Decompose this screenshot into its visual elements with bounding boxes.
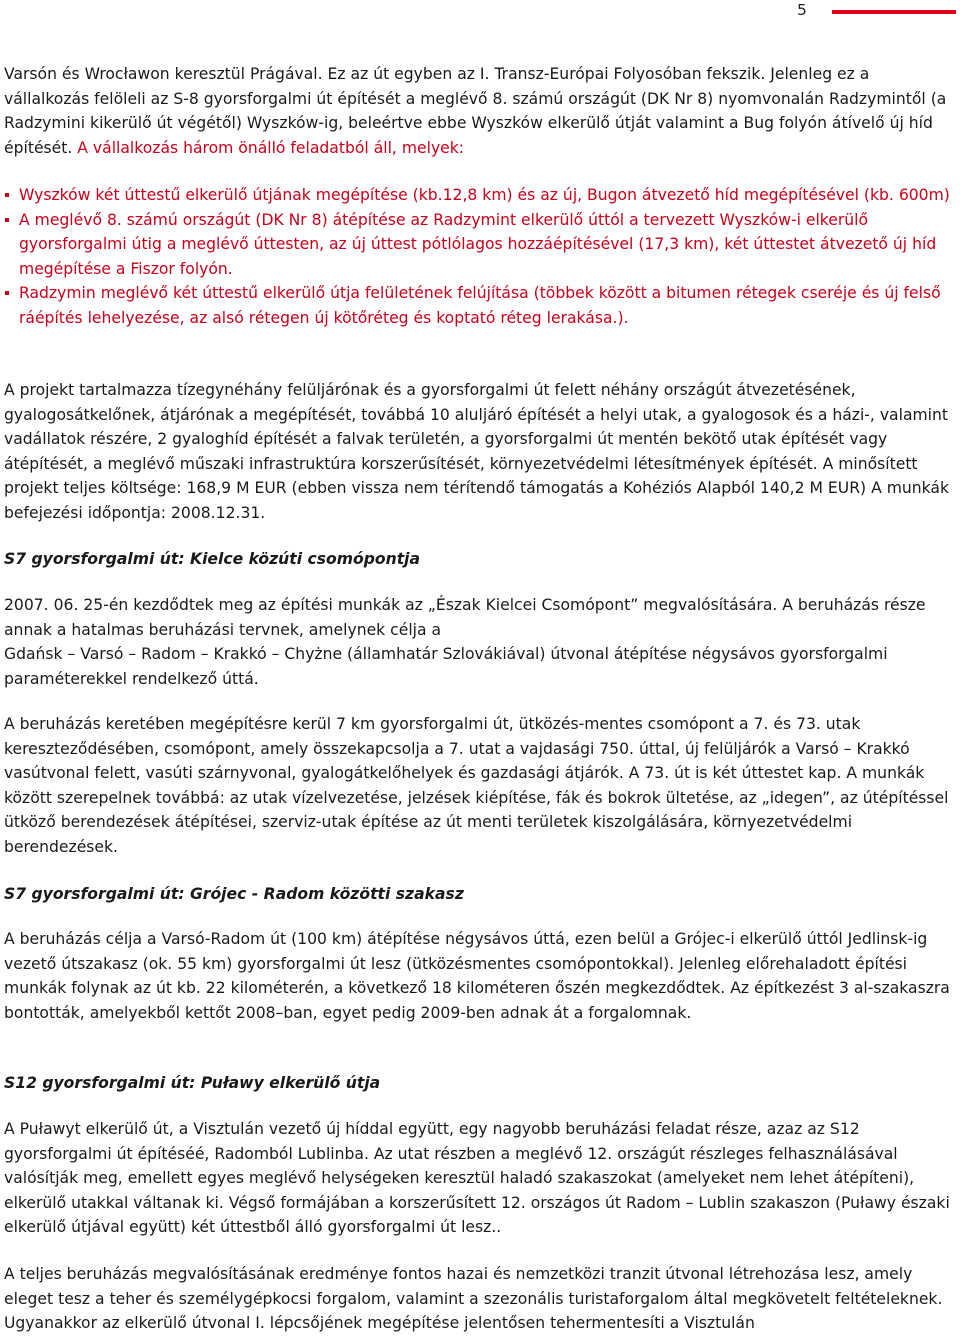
kielce-paragraph-2: A beruházás keretében megépítésre kerül 7 km gyorsforgalmi út, ütközés-mentes csomópont a 7. és 73. utak kereszteződésében, csomópont, amely összekapcsolja a 7. utat a vajdasági 750. úttal, új felüljárók a Varsó – Krakkó vasútvonal felett, vasúti szárnyvonal, gyalogátkelőhelyek és gazdasági átjárók. A 73. út is két úttestet kap. A munkák között szerepelnek továbbá: az utak vízelvezetése, jelzések kiépítése, fák és bokrok ültetése, az „idegen”, az útépítéssel ütköző berendezések átépítései, szerviz-utak építése az út menti területek kiszolgálására, környezetvédelmi berendezések. <box>4 715 949 856</box>
pulawy-paragraph: A Puławyt elkerülő út, a Visztulán vezető új híddal együtt, egy nagyobb beruházási feladat része, azaz az S12 gyorsforgalmi út építéséé, Radomból Lublinba. Az utat részben a meglévő 12. országút részleges felhasználásával valósítják meg, emellett egyes meglévő helységeken keresztül haladó szakaszokat (amelyeket nem lehet átépíteni), elkerülő utakkal váltanak ki. Végső formájában a korszerűsített 12. országos út Radom – Lublin szakaszon (Puławy északi elkerülő útjával együtt) két úttestből álló gyorsforgalmi út lesz.. <box>4 1120 950 1237</box>
list-item: Wyszków két úttestű elkerülő útjának megépítése (kb.12,8 km) és az új, Bugon átvezető híd megépítésével (kb. 600m) <box>4 183 952 208</box>
intro-text: Varsón és Wrocławon keresztül Prágával. Ez az út egyben az I. Transz-Európai Folyosóban fekszik. Jelenleg ez a vállalkozás felöleli az S-8 gyorsforgalmi út építését a meglévő 8. számú országút (DK Nr 8) nyomvonalán Radzymintől (a Radzymini kikerülő út végétől) Wyszków-ig, beleértve ebbe Wyszków elkerülő útját valamint a Bug folyón átívelő új híd építését. <box>4 65 947 157</box>
header-rule <box>832 10 956 14</box>
bullet-square-icon <box>5 193 9 197</box>
page-number: 5 <box>797 1 807 19</box>
intro-paragraph <box>4 62 952 160</box>
final-paragraph: A teljes beruházás megvalósításának eredménye fontos hazai és nemzetközi tranzit útvonal létrehozása lesz, amely eleget tesz a teher és személygépkocsi forgalom, valamint a szezonális turistaforgalom által megkövetelt feltételeknek. Ugyanakkor az elkerülő útvonal I. lépcsőjének megépítése jelentősen tehermentesíti a Visztulán <box>4 1265 943 1333</box>
list-item: Radzymin meglévő két úttestű elkerülő útja felületének felújítása (többek között a bitumen rétegek cseréje és új felső ráépítés lehelyezése, az alsó rétegen új kötőréteg és koptató réteg lerakása.). <box>4 281 952 330</box>
kielce-paragraph-1: 2007. 06. 25-én kezdődtek meg az építési munkák az „Észak Kielcei Csomópont” megvalósítására. A beruházás része annak a hatalmas beruházási tervnek, amelynek célja a <box>4 596 926 639</box>
project-paragraph: A projekt tartalmazza tízegynéhány felüljárónak és a gyorsforgalmi út felett néhány országút átvezetésének, gyalogosátkelőnek, átjárónak a megépítését, továbbá 10 aluljáró építését a helyi utak, a gyalogosok és a házi-, valamint vadállatok részére, 2 gyaloghíd építését a falvak területén, a gyorsforgalmi út mentén bekötő utak építését vagy átépítését, a meglévő műszaki infrastruktúra korszerűsítését, környezetvédelmi létesítmények építését. A minősített projekt teljes költsége: 168,9 M EUR (ebben vissza nem térítendő támogatás a Kohéziós Alapból 140,2 M EUR) A munkák befejezési időpontja: 2008.12.31. <box>4 381 949 522</box>
section-heading-grojec: S7 gyorsforgalmi út: Grójec - Radom közötti szakasz <box>4 885 464 903</box>
bullet-square-icon <box>5 291 9 295</box>
intro-text-highlight: A vállalkozás három önálló feladatból áll, melyek: <box>72 138 465 157</box>
grojec-paragraph: A beruházás célja a Varsó-Radom út (100 km) átépítése négysávos úttá, ezen belül a Grójec-i elkerülő úttól Jedlinsk-ig vezető útszakasz (ok. 55 km) gyorsforgalmi út lesz (ütközésmentes csomópontokkal). Jelenleg előrehaladott építési munkák folynak az út kb. 22 kilométerén, a következő 18 kilométeren őszén megkezdődtek. Az építkezést 3 al-szakaszra bontották, amelyekből kettőt 2008–ban, egyet pedig 2009-ben adnak át a forgalomnak. <box>4 930 950 1022</box>
task-list <box>4 183 952 331</box>
list-item: A meglévő 8. számú országút (DK Nr 8) átépítése az Radzymint elkerülő úttól a tervezett Wyszków-i elkerülő gyorsforgalmi útig a meglévő úttesten, az új úttest pótlólagos hozzáépítésével (17,3 km), két úttestet átvezető új híd megépítése a Fiszor folyón. <box>4 208 952 282</box>
bullet-square-icon <box>5 218 9 222</box>
section-heading-pulawy: S12 gyorsforgalmi út: Puławy elkerülő útja <box>4 1074 381 1092</box>
kielce-paragraph-1b: Gdańsk – Varsó – Radom – Krakkó – Chyżne (államhatár Szlovákiával) útvonal átépítése négysávos gyorsforgalmi paraméterekkel rendelkező úttá. <box>4 645 888 688</box>
section-heading-kielce: S7 gyorsforgalmi út: Kielce közúti csomópontja <box>4 550 421 568</box>
